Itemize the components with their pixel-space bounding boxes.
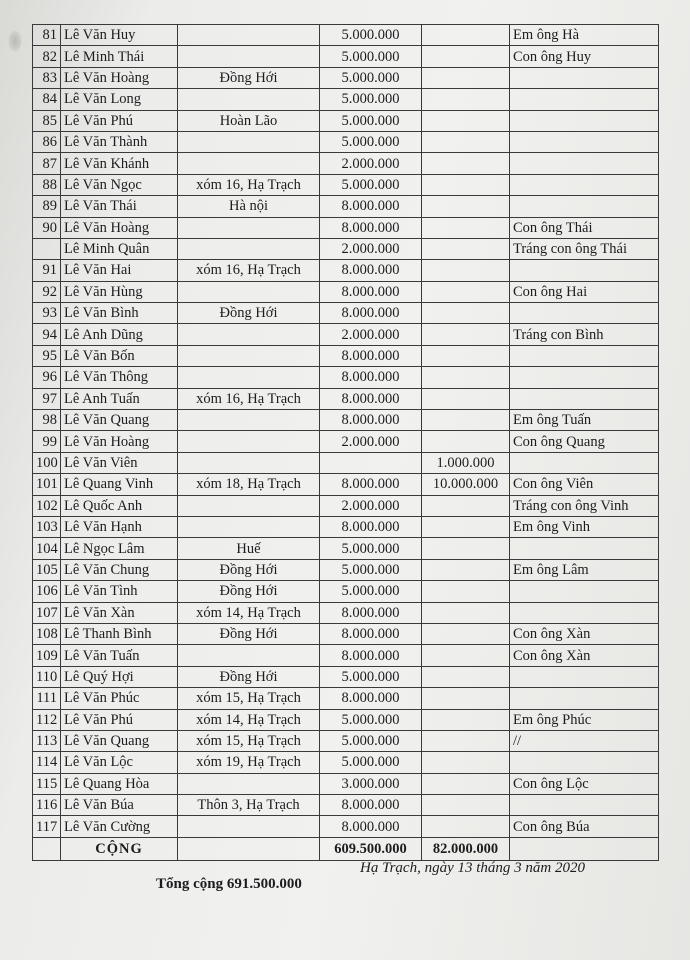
name-cell: Lê Văn Chung bbox=[61, 559, 178, 580]
name-cell: Lê Quang Hòa bbox=[61, 773, 178, 794]
address-cell: Đồng Hới bbox=[178, 67, 320, 88]
row-number: 81 bbox=[33, 25, 61, 46]
amount2-cell bbox=[422, 174, 510, 195]
total-label: CỘNG bbox=[61, 837, 178, 860]
name-cell: Lê Văn Quang bbox=[61, 730, 178, 751]
name-cell: Lê Văn Thông bbox=[61, 367, 178, 388]
row-number: 98 bbox=[33, 410, 61, 431]
amount1-cell: 5.000.000 bbox=[320, 46, 422, 67]
table-row bbox=[33, 174, 659, 195]
note-cell: Con ông Quang bbox=[510, 431, 659, 452]
note-cell: Tráng con ông Vinh bbox=[510, 495, 659, 516]
name-cell: Lê Văn Viên bbox=[61, 452, 178, 473]
amount2-cell bbox=[422, 752, 510, 773]
row-number: 112 bbox=[33, 709, 61, 730]
amount2-cell bbox=[422, 67, 510, 88]
note-cell bbox=[510, 602, 659, 623]
note-cell: Em ông Vinh bbox=[510, 516, 659, 537]
table-row bbox=[33, 324, 659, 345]
address-cell: xóm 15, Hạ Trạch bbox=[178, 688, 320, 709]
name-cell: Lê Minh Quân bbox=[61, 238, 178, 259]
address-cell: Đồng Hới bbox=[178, 666, 320, 687]
amount2-cell bbox=[422, 559, 510, 580]
amount1-cell: 2.000.000 bbox=[320, 324, 422, 345]
amount1-cell: 5.000.000 bbox=[320, 730, 422, 751]
table-row bbox=[33, 474, 659, 495]
amount2-cell bbox=[422, 709, 510, 730]
total-note-cell bbox=[510, 837, 659, 860]
row-number: 114 bbox=[33, 752, 61, 773]
name-cell: Lê Văn Phú bbox=[61, 110, 178, 131]
note-cell bbox=[510, 795, 659, 816]
name-cell: Lê Văn Lộc bbox=[61, 752, 178, 773]
note-cell: Em ông Lâm bbox=[510, 559, 659, 580]
total-address-cell bbox=[178, 837, 320, 860]
amount1-cell: 8.000.000 bbox=[320, 260, 422, 281]
amount1-cell: 5.000.000 bbox=[320, 67, 422, 88]
table-row bbox=[33, 110, 659, 131]
amount2-cell bbox=[422, 516, 510, 537]
amount2-cell bbox=[422, 367, 510, 388]
table-row bbox=[33, 538, 659, 559]
amount1-cell bbox=[320, 452, 422, 473]
name-cell: Lê Văn Huy bbox=[61, 25, 178, 46]
address-cell: Đồng Hới bbox=[178, 623, 320, 644]
table-row bbox=[33, 431, 659, 452]
note-cell bbox=[510, 688, 659, 709]
address-cell: xóm 18, Hạ Trạch bbox=[178, 474, 320, 495]
address-cell: xóm 16, Hạ Trạch bbox=[178, 174, 320, 195]
amount2-cell bbox=[422, 153, 510, 174]
name-cell: Lê Anh Dũng bbox=[61, 324, 178, 345]
row-number: 99 bbox=[33, 431, 61, 452]
punch-hole bbox=[8, 30, 22, 52]
amount2-cell bbox=[422, 538, 510, 559]
amount2-cell bbox=[422, 388, 510, 409]
address-cell: Hà nội bbox=[178, 196, 320, 217]
name-cell: Lê Anh Tuấn bbox=[61, 388, 178, 409]
table-row bbox=[33, 666, 659, 687]
table-row bbox=[33, 645, 659, 666]
note-cell bbox=[510, 452, 659, 473]
amount2-cell bbox=[422, 110, 510, 131]
amount1-cell: 8.000.000 bbox=[320, 795, 422, 816]
name-cell: Lê Văn Long bbox=[61, 89, 178, 110]
note-cell bbox=[510, 581, 659, 602]
amount2-cell bbox=[422, 281, 510, 302]
note-cell bbox=[510, 388, 659, 409]
amount1-cell: 2.000.000 bbox=[320, 153, 422, 174]
table-row bbox=[33, 217, 659, 238]
address-cell: xóm 16, Hạ Trạch bbox=[178, 388, 320, 409]
row-number: 90 bbox=[33, 217, 61, 238]
address-cell bbox=[178, 217, 320, 238]
grand-total: Tổng cộng 691.500.000 bbox=[156, 876, 302, 892]
amount2-cell bbox=[422, 666, 510, 687]
name-cell: Lê Văn Hùng bbox=[61, 281, 178, 302]
row-number: 91 bbox=[33, 260, 61, 281]
amount2-cell: 10.000.000 bbox=[422, 474, 510, 495]
amount1-cell: 5.000.000 bbox=[320, 581, 422, 602]
table-row bbox=[33, 773, 659, 794]
amount1-cell: 2.000.000 bbox=[320, 495, 422, 516]
name-cell: Lê Quý Hợi bbox=[61, 666, 178, 687]
row-number bbox=[33, 238, 61, 259]
name-cell: Lê Văn Hoàng bbox=[61, 217, 178, 238]
amount2-cell bbox=[422, 688, 510, 709]
address-cell: Đồng Hới bbox=[178, 303, 320, 324]
amount2-cell bbox=[422, 238, 510, 259]
row-number: 107 bbox=[33, 602, 61, 623]
amount1-cell: 8.000.000 bbox=[320, 303, 422, 324]
table-row bbox=[33, 730, 659, 751]
name-cell: Lê Văn Ngọc bbox=[61, 174, 178, 195]
name-cell: Lê Văn Thành bbox=[61, 131, 178, 152]
note-cell bbox=[510, 666, 659, 687]
name-cell: Lê Văn Bốn bbox=[61, 345, 178, 366]
table-row bbox=[33, 367, 659, 388]
row-number: 86 bbox=[33, 131, 61, 152]
amount2-cell bbox=[422, 410, 510, 431]
row-number: 93 bbox=[33, 303, 61, 324]
table-row bbox=[33, 752, 659, 773]
amount1-cell: 5.000.000 bbox=[320, 131, 422, 152]
address-cell bbox=[178, 816, 320, 837]
address-cell bbox=[178, 773, 320, 794]
amount1-cell: 5.000.000 bbox=[320, 89, 422, 110]
address-cell bbox=[178, 46, 320, 67]
note-cell: Tráng con Bình bbox=[510, 324, 659, 345]
row-number: 94 bbox=[33, 324, 61, 345]
amount1-cell: 3.000.000 bbox=[320, 773, 422, 794]
address-cell bbox=[178, 324, 320, 345]
address-cell bbox=[178, 153, 320, 174]
table-row bbox=[33, 559, 659, 580]
table-row bbox=[33, 25, 659, 46]
row-number: 113 bbox=[33, 730, 61, 751]
note-cell bbox=[510, 174, 659, 195]
dateline: Hạ Trạch, ngày 13 tháng 3 năm 2020 bbox=[360, 860, 585, 876]
table-row bbox=[33, 516, 659, 537]
note-cell bbox=[510, 367, 659, 388]
name-cell: Lê Văn Tuấn bbox=[61, 645, 178, 666]
note-cell bbox=[510, 131, 659, 152]
amount2-cell bbox=[422, 345, 510, 366]
note-cell: Tráng con ông Thái bbox=[510, 238, 659, 259]
amount2-cell bbox=[422, 89, 510, 110]
row-number: 83 bbox=[33, 67, 61, 88]
amount2-cell bbox=[422, 46, 510, 67]
note-cell: Con ông Thái bbox=[510, 217, 659, 238]
table-row bbox=[33, 281, 659, 302]
note-cell: Em ông Hà bbox=[510, 25, 659, 46]
amount1-cell: 5.000.000 bbox=[320, 752, 422, 773]
address-cell: Hoàn Lão bbox=[178, 110, 320, 131]
note-cell bbox=[510, 538, 659, 559]
row-number: 96 bbox=[33, 367, 61, 388]
note-cell: // bbox=[510, 730, 659, 751]
row-number: 89 bbox=[33, 196, 61, 217]
amount2-cell bbox=[422, 260, 510, 281]
table-row bbox=[33, 196, 659, 217]
row-number: 84 bbox=[33, 89, 61, 110]
table-row bbox=[33, 581, 659, 602]
amount2-cell bbox=[422, 816, 510, 837]
amount2-cell bbox=[422, 303, 510, 324]
note-cell: Con ông Xàn bbox=[510, 645, 659, 666]
name-cell: Lê Quang Vinh bbox=[61, 474, 178, 495]
name-cell: Lê Văn Hai bbox=[61, 260, 178, 281]
amount1-cell: 2.000.000 bbox=[320, 238, 422, 259]
address-cell: xóm 14, Hạ Trạch bbox=[178, 602, 320, 623]
amount1-cell: 8.000.000 bbox=[320, 602, 422, 623]
address-cell bbox=[178, 367, 320, 388]
row-number: 92 bbox=[33, 281, 61, 302]
table-row bbox=[33, 238, 659, 259]
amount1-cell: 8.000.000 bbox=[320, 816, 422, 837]
amount1-cell: 8.000.000 bbox=[320, 217, 422, 238]
note-cell: Con ông Lộc bbox=[510, 773, 659, 794]
address-cell bbox=[178, 452, 320, 473]
row-number: 105 bbox=[33, 559, 61, 580]
name-cell: Lê Văn Phúc bbox=[61, 688, 178, 709]
name-cell: Lê Văn Cường bbox=[61, 816, 178, 837]
table-row bbox=[33, 816, 659, 837]
note-cell bbox=[510, 345, 659, 366]
table-row bbox=[33, 623, 659, 644]
amount2-cell bbox=[422, 602, 510, 623]
table-row bbox=[33, 709, 659, 730]
table-body bbox=[33, 25, 659, 838]
amount2-cell bbox=[422, 773, 510, 794]
amount1-cell: 8.000.000 bbox=[320, 367, 422, 388]
row-number: 103 bbox=[33, 516, 61, 537]
table-row bbox=[33, 89, 659, 110]
table-row bbox=[33, 67, 659, 88]
note-cell bbox=[510, 303, 659, 324]
address-cell: xóm 19, Hạ Trạch bbox=[178, 752, 320, 773]
amount1-cell: 5.000.000 bbox=[320, 110, 422, 131]
name-cell: Lê Quốc Anh bbox=[61, 495, 178, 516]
table-row bbox=[33, 410, 659, 431]
address-cell bbox=[178, 410, 320, 431]
row-number: 116 bbox=[33, 795, 61, 816]
note-cell: Con ông Hai bbox=[510, 281, 659, 302]
address-cell bbox=[178, 25, 320, 46]
table-row bbox=[33, 688, 659, 709]
name-cell: Lê Văn Phú bbox=[61, 709, 178, 730]
address-cell bbox=[178, 281, 320, 302]
row-number: 88 bbox=[33, 174, 61, 195]
note-cell: Con ông Búa bbox=[510, 816, 659, 837]
amount1-cell: 8.000.000 bbox=[320, 388, 422, 409]
amount1-cell: 5.000.000 bbox=[320, 709, 422, 730]
name-cell: Lê Văn Khánh bbox=[61, 153, 178, 174]
row-number: 104 bbox=[33, 538, 61, 559]
amount1-cell: 8.000.000 bbox=[320, 410, 422, 431]
note-cell: Con ông Huy bbox=[510, 46, 659, 67]
note-cell: Em ông Tuấn bbox=[510, 410, 659, 431]
table-row bbox=[33, 345, 659, 366]
row-number: 82 bbox=[33, 46, 61, 67]
table-row bbox=[33, 131, 659, 152]
note-cell bbox=[510, 752, 659, 773]
amount2-cell bbox=[422, 431, 510, 452]
table-row bbox=[33, 452, 659, 473]
amount2-cell bbox=[422, 217, 510, 238]
row-number: 101 bbox=[33, 474, 61, 495]
table-row bbox=[33, 46, 659, 67]
total-amount1: 609.500.000 bbox=[320, 837, 422, 860]
row-number: 102 bbox=[33, 495, 61, 516]
amount1-cell: 2.000.000 bbox=[320, 431, 422, 452]
table-row bbox=[33, 153, 659, 174]
table-row bbox=[33, 795, 659, 816]
row-number: 110 bbox=[33, 666, 61, 687]
name-cell: Lê Thanh Bình bbox=[61, 623, 178, 644]
address-cell: xóm 16, Hạ Trạch bbox=[178, 260, 320, 281]
address-cell: xóm 14, Hạ Trạch bbox=[178, 709, 320, 730]
table-row bbox=[33, 388, 659, 409]
row-number: 95 bbox=[33, 345, 61, 366]
row-number: 111 bbox=[33, 688, 61, 709]
name-cell: Lê Văn Bình bbox=[61, 303, 178, 324]
row-number: 108 bbox=[33, 623, 61, 644]
name-cell: Lê Văn Thái bbox=[61, 196, 178, 217]
amount2-cell bbox=[422, 581, 510, 602]
name-cell: Lê Văn Búa bbox=[61, 795, 178, 816]
name-cell: Lê Minh Thái bbox=[61, 46, 178, 67]
name-cell: Lê Văn Tình bbox=[61, 581, 178, 602]
address-cell bbox=[178, 345, 320, 366]
address-cell: Huế bbox=[178, 538, 320, 559]
amount2-cell bbox=[422, 25, 510, 46]
amount1-cell: 5.000.000 bbox=[320, 666, 422, 687]
total-stt-cell bbox=[33, 837, 61, 860]
note-cell bbox=[510, 89, 659, 110]
amount1-cell: 8.000.000 bbox=[320, 281, 422, 302]
row-number: 100 bbox=[33, 452, 61, 473]
address-cell bbox=[178, 131, 320, 152]
amount1-cell: 5.000.000 bbox=[320, 559, 422, 580]
address-cell: xóm 15, Hạ Trạch bbox=[178, 730, 320, 751]
address-cell: Đồng Hới bbox=[178, 581, 320, 602]
note-cell bbox=[510, 260, 659, 281]
address-cell bbox=[178, 431, 320, 452]
note-cell: Con ông Xàn bbox=[510, 623, 659, 644]
row-number: 87 bbox=[33, 153, 61, 174]
note-cell: Con ông Viên bbox=[510, 474, 659, 495]
amount1-cell: 8.000.000 bbox=[320, 345, 422, 366]
row-number: 97 bbox=[33, 388, 61, 409]
contribution-table bbox=[32, 24, 659, 861]
amount2-cell bbox=[422, 730, 510, 751]
amount1-cell: 8.000.000 bbox=[320, 645, 422, 666]
amount1-cell: 8.000.000 bbox=[320, 196, 422, 217]
amount1-cell: 5.000.000 bbox=[320, 174, 422, 195]
amount2-cell bbox=[422, 623, 510, 644]
address-cell: Thôn 3, Hạ Trạch bbox=[178, 795, 320, 816]
note-cell: Em ông Phúc bbox=[510, 709, 659, 730]
note-cell bbox=[510, 110, 659, 131]
note-cell bbox=[510, 196, 659, 217]
row-number: 106 bbox=[33, 581, 61, 602]
amount2-cell bbox=[422, 196, 510, 217]
name-cell: Lê Văn Hoàng bbox=[61, 431, 178, 452]
name-cell: Lê Văn Hoàng bbox=[61, 67, 178, 88]
address-cell bbox=[178, 495, 320, 516]
amount1-cell: 8.000.000 bbox=[320, 516, 422, 537]
address-cell bbox=[178, 238, 320, 259]
row-number: 85 bbox=[33, 110, 61, 131]
amount2-cell: 1.000.000 bbox=[422, 452, 510, 473]
name-cell: Lê Ngọc Lâm bbox=[61, 538, 178, 559]
amount1-cell: 8.000.000 bbox=[320, 474, 422, 495]
name-cell: Lê Văn Xàn bbox=[61, 602, 178, 623]
table-row bbox=[33, 602, 659, 623]
note-cell bbox=[510, 67, 659, 88]
row-number: 115 bbox=[33, 773, 61, 794]
name-cell: Lê Văn Quang bbox=[61, 410, 178, 431]
address-cell bbox=[178, 516, 320, 537]
amount2-cell bbox=[422, 495, 510, 516]
amount1-cell: 5.000.000 bbox=[320, 538, 422, 559]
amount1-cell: 5.000.000 bbox=[320, 25, 422, 46]
amount2-cell bbox=[422, 645, 510, 666]
address-cell: Đồng Hới bbox=[178, 559, 320, 580]
amount1-cell: 8.000.000 bbox=[320, 688, 422, 709]
note-cell bbox=[510, 153, 659, 174]
name-cell: Lê Văn Hạnh bbox=[61, 516, 178, 537]
amount2-cell bbox=[422, 131, 510, 152]
table-row bbox=[33, 260, 659, 281]
total-row bbox=[33, 837, 659, 860]
amount1-cell: 8.000.000 bbox=[320, 623, 422, 644]
row-number: 109 bbox=[33, 645, 61, 666]
table-row bbox=[33, 495, 659, 516]
total-amount2: 82.000.000 bbox=[422, 837, 510, 860]
address-cell bbox=[178, 89, 320, 110]
amount2-cell bbox=[422, 324, 510, 345]
row-number: 117 bbox=[33, 816, 61, 837]
table-row bbox=[33, 303, 659, 324]
amount2-cell bbox=[422, 795, 510, 816]
address-cell bbox=[178, 645, 320, 666]
